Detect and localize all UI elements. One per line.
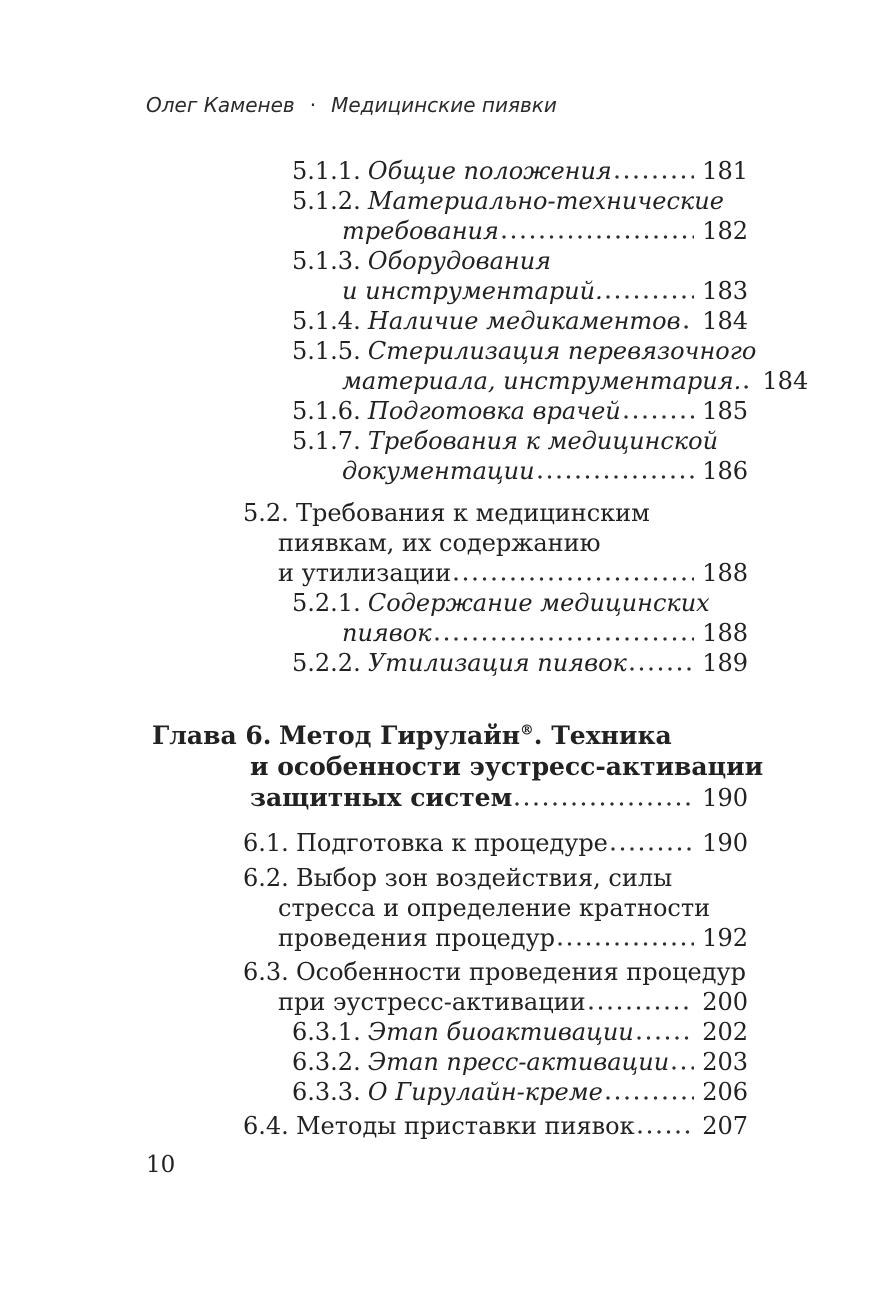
toc-line [0, 396, 748, 426]
dot-leader [454, 575, 694, 581]
toc-entry-title: проведения процедур [278, 924, 555, 952]
toc-line [0, 498, 748, 528]
toc-line [0, 1047, 748, 1077]
toc-entry-page: 189 [702, 649, 748, 677]
toc-line [0, 366, 809, 396]
toc-entry-page: 181 [702, 157, 748, 185]
toc-entry-page: 185 [702, 397, 748, 425]
toc-line [0, 923, 748, 953]
toc-entry-title: Общие положения [367, 157, 612, 185]
header-book-title: Медицинские пиявки [331, 93, 557, 117]
toc-entry-number: 6.3.3. [292, 1078, 361, 1106]
toc-entry-title: Подготовка к процедуре [295, 829, 608, 857]
toc-entry-title: Оборудования [367, 247, 552, 275]
dot-leader [672, 1064, 694, 1070]
toc-entry-title: защитных систем [250, 783, 513, 812]
toc-entry-number: 5.2.1. [292, 589, 361, 617]
dot-leader [589, 1004, 694, 1010]
dot-leader [637, 1034, 694, 1040]
toc-entry-title: и утилизации [278, 559, 452, 587]
toc-line [0, 528, 748, 558]
toc-entry-number: 5.1.4. [292, 307, 361, 335]
toc-entry-page: 207 [702, 1112, 748, 1140]
toc-entry-number: 6.3.1. [292, 1018, 361, 1046]
dot-leader [744, 383, 754, 389]
toc-line [0, 782, 748, 814]
toc-line [0, 828, 748, 858]
toc-entry-title: и инструментарий. [342, 277, 603, 305]
toc-entry-title: Этап пресс-активации [367, 1048, 670, 1076]
header-separator-dot: · [309, 93, 317, 117]
registered-trademark-symbol: ® [520, 722, 534, 739]
dot-leader [630, 665, 694, 671]
toc-entry-page: 190 [702, 784, 748, 812]
toc-line [0, 246, 748, 276]
dot-leader [611, 845, 694, 851]
table-of-contents [0, 156, 809, 1141]
toc-line [0, 1077, 748, 1107]
toc-entry-number: 6.3. [243, 958, 289, 986]
running-header [146, 92, 557, 118]
toc-entry-title: документации [342, 457, 535, 485]
toc-entry-title: Требования к медицинской [367, 427, 719, 455]
dot-leader [624, 413, 694, 419]
toc-line [0, 588, 748, 618]
toc-line [0, 893, 748, 923]
toc-line [0, 648, 748, 678]
toc-entry-number: 5.1.1. [292, 157, 361, 185]
toc-line [0, 156, 748, 186]
dot-leader [684, 323, 694, 329]
toc-entry-title: Наличие медикаментов [367, 307, 681, 335]
toc-entry-number: 6.1. [243, 829, 289, 857]
toc-line [0, 336, 757, 366]
toc-entry-title: Выбор зон воздействия, силы [295, 864, 673, 892]
toc-entry-title: Содержание медицинских [367, 589, 710, 617]
toc-entry-title: требования [342, 217, 499, 245]
toc-entry-number: 5.1.2. [292, 187, 361, 215]
toc-entry-page: 184 [702, 307, 748, 335]
toc-entry-page: 192 [702, 924, 748, 952]
toc-entry-number: 6.3.2. [292, 1048, 361, 1076]
toc-entry-title: Материально-технические [367, 187, 724, 215]
page-footer [146, 1152, 175, 1178]
toc-line [0, 987, 748, 1017]
toc-line [0, 863, 748, 893]
toc-line [0, 1017, 748, 1047]
toc-entry-title: при эустресс-активации [278, 988, 586, 1016]
dot-leader [615, 173, 694, 179]
toc-entry-page: 203 [702, 1048, 748, 1076]
toc-line [0, 186, 748, 216]
dot-leader [606, 293, 694, 299]
toc-entry-title: Метод Гирулайн®. Техника [278, 721, 672, 750]
toc-entry-number: 6.2. [243, 864, 289, 892]
toc-line [0, 306, 748, 336]
toc-entry-title: стресса и определение кратности [278, 894, 711, 922]
dot-leader [606, 1094, 694, 1100]
dot-leader [538, 473, 694, 479]
toc-entry-number: 5.1.5. [292, 337, 361, 365]
toc-entry-number: Глава 6. [152, 721, 272, 750]
toc-line [0, 1111, 748, 1141]
toc-line [0, 426, 748, 456]
toc-line [0, 276, 748, 306]
toc-entry-title: Подготовка врачей [367, 397, 621, 425]
toc-line [0, 720, 748, 751]
toc-entry-page: 184 [762, 367, 809, 395]
toc-line [0, 751, 764, 782]
dot-leader [515, 800, 694, 806]
toc-entry-title: пиявкам, их содержанию [278, 529, 601, 557]
toc-line [0, 558, 748, 588]
dot-leader [638, 1128, 694, 1134]
dot-leader [502, 233, 694, 239]
dot-leader [435, 635, 694, 641]
toc-entry-title: материала, инструментария. [342, 367, 742, 395]
page-number: 10 [146, 1152, 176, 1178]
toc-entry-title: Этап биоактивации [367, 1018, 634, 1046]
toc-entry-page: 182 [702, 217, 748, 245]
toc-entry-page: 202 [702, 1018, 748, 1046]
toc-entry-number: 5.2.2. [292, 649, 361, 677]
toc-entry-page: 188 [702, 619, 748, 647]
toc-entry-number: 5.1.3. [292, 247, 361, 275]
toc-entry-title: и особенности эустресс-активации [250, 752, 764, 781]
toc-line [0, 456, 748, 486]
toc-entry-number: 5.1.7. [292, 427, 361, 455]
toc-entry-page: 200 [702, 988, 748, 1016]
toc-entry-title: О Гирулайн-креме [367, 1078, 603, 1106]
toc-entry-title: Методы приставки пиявок [295, 1112, 635, 1140]
toc-line [0, 957, 748, 987]
toc-entry-page: 188 [702, 559, 748, 587]
toc-entry-number: 6.4. [243, 1112, 289, 1140]
header-author: Олег Каменев [146, 93, 295, 117]
toc-entry-title: пиявок [342, 619, 432, 647]
toc-entry-title: Требования к медицинским [295, 499, 650, 527]
toc-entry-page: 190 [702, 829, 748, 857]
toc-line [0, 216, 748, 246]
toc-entry-title: Стерилизация перевязочного [367, 337, 757, 365]
dot-leader [558, 940, 694, 946]
toc-entry-number: 5.1.6. [292, 397, 361, 425]
toc-entry-page: 183 [702, 277, 748, 305]
toc-line [0, 618, 748, 648]
toc-entry-page: 206 [702, 1078, 748, 1106]
toc-entry-title: Утилизация пиявок [367, 649, 627, 677]
toc-entry-number: 5.2. [243, 499, 289, 527]
toc-entry-page: 186 [702, 457, 748, 485]
toc-entry-title: Особенности проведения процедур [295, 958, 746, 986]
